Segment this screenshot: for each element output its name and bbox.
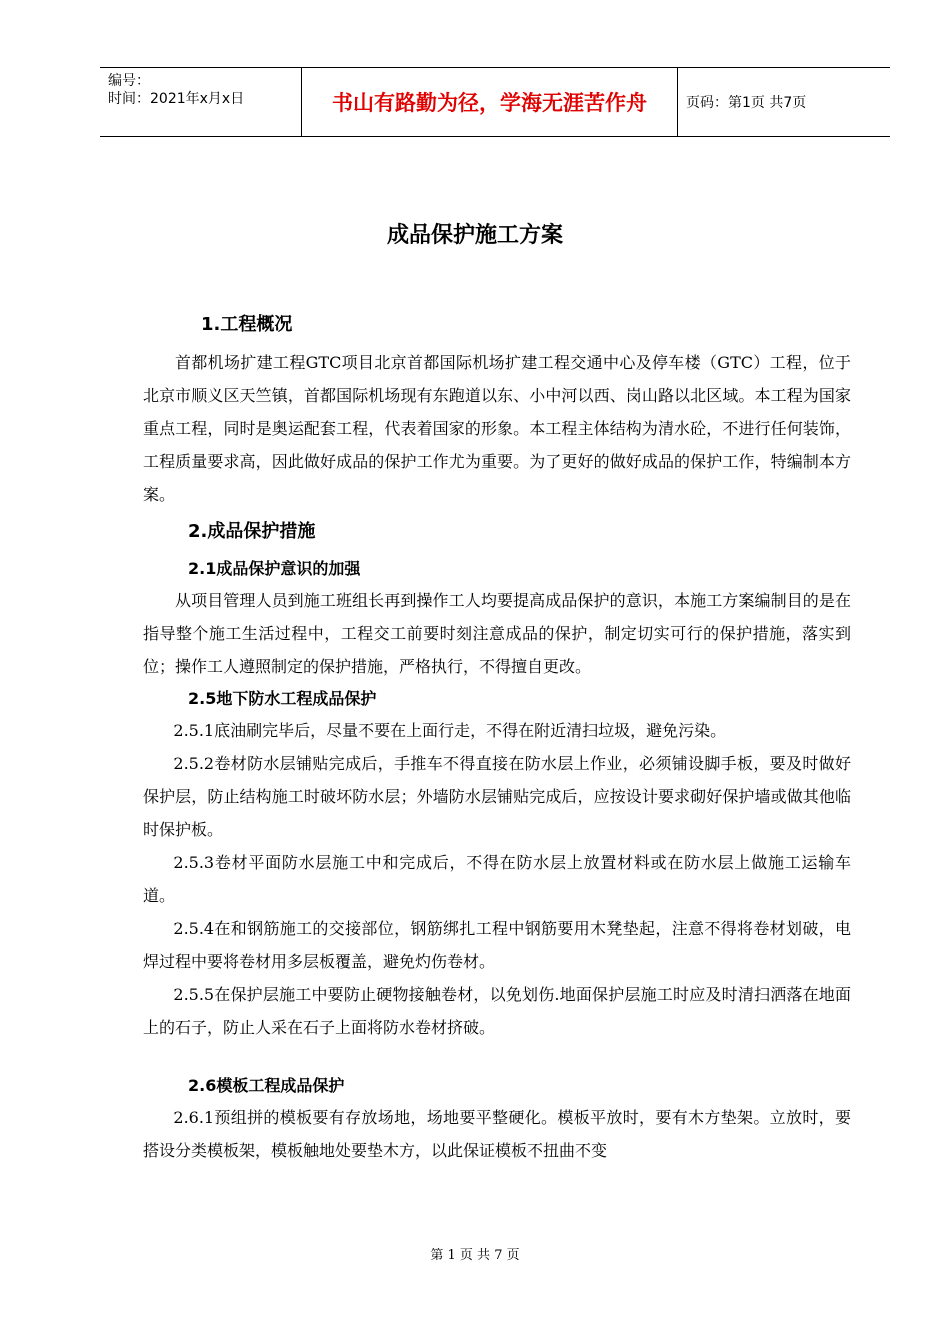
section-1-paragraph: 首都机场扩建工程GTC项目北京首都国际机场扩建工程交通中心及停车楼（GTC）工程，位于北京市顺义区天竺镇，首都国际机场现有东跑道以东、小中河以西、岗山路以北区域。本工程为国家重点工程，同时是奥运配套工程，代表着国家的形象。本工程主体结构为清水砼，不进行任何装饰，工程质量要求高，因此做好成品的保护工作尤为重要。为了更好的做好成品的保护工作，特编制本方案。 [143, 353, 851, 504]
document-body [143, 310, 851, 1167]
number-label: 编号： [108, 73, 150, 89]
subsection-2-5-heading: 2.5地下防水工程成品保护 [188, 689, 377, 708]
subsection-2-1-paragraph: 从项目管理人员到施工班组长再到操作工人均要提高成品保护的意识，本施工方案编制目的是在指导整个施工生活过程中，工程交工前要时刻注意成品的保护，制定切实可行的保护措施，落实到位；操作工人遵照制定的保护措施，严格执行，不得擅自更改。 [143, 591, 851, 676]
subsection-2-6-heading: 2.6模板工程成品保护 [188, 1076, 345, 1095]
time-label: 时间：2021年x月x日 [108, 91, 245, 107]
header-page-info: 页码：第1页 共7页 [686, 95, 807, 111]
subsection-2-1-heading: 2.1成品保护意识的加强 [188, 559, 361, 578]
page-footer: 第 1 页 共 7 页 [430, 1248, 520, 1263]
list-item-2-5-5: 2.5.5在保护层施工中要防止硬物接触卷材，以免划伤.地面保护层施工时应及时清扫洒落在地面上的石子，防止人采在石子上面将防水卷材挤破。 [143, 985, 851, 1037]
section-1-heading: 1.工程概况 [201, 314, 293, 335]
section-2-heading: 2.成品保护措施 [188, 521, 316, 542]
list-item-2-5-3: 2.5.3卷材平面防水层施工中和完成后，不得在防水层上放置材料或在防水层上做施工运输车道。 [143, 853, 851, 905]
page-header [100, 67, 890, 137]
header-motto: 书山有路勤为径，学海无涯苦作舟 [302, 68, 678, 136]
list-item-2-5-4: 2.5.4在和钢筋施工的交接部位，钢筋绑扎工程中钢筋要用木凳垫起，注意不得将卷材划破，电焊过程中要将卷材用多层板覆盖，避免灼伤卷材。 [143, 919, 851, 971]
header-meta [100, 68, 302, 136]
list-item-2-5-2: 2.5.2卷材防水层铺贴完成后，手推车不得直接在防水层上作业，必须铺设脚手板，要及时做好保护层，防止结构施工时破坏防水层；外墙防水层铺贴完成后，应按设计要求砌好保护墙或做其他临时保护板。 [143, 754, 851, 839]
document-title: 成品保护施工方案 [386, 223, 563, 248]
subsection-2-6-paragraph: 2.6.1预组拼的模板要有存放场地，场地要平整硬化。模板平放时，要有木方垫架。立放时，要搭设分类模板架，模板触地处要垫木方，以此保证模板不扭曲不变 [143, 1108, 851, 1160]
list-item-2-5-1: 2.5.1底油刷完毕后，尽量不要在上面行走，不得在附近清扫垃圾，避免污染。 [173, 721, 727, 740]
